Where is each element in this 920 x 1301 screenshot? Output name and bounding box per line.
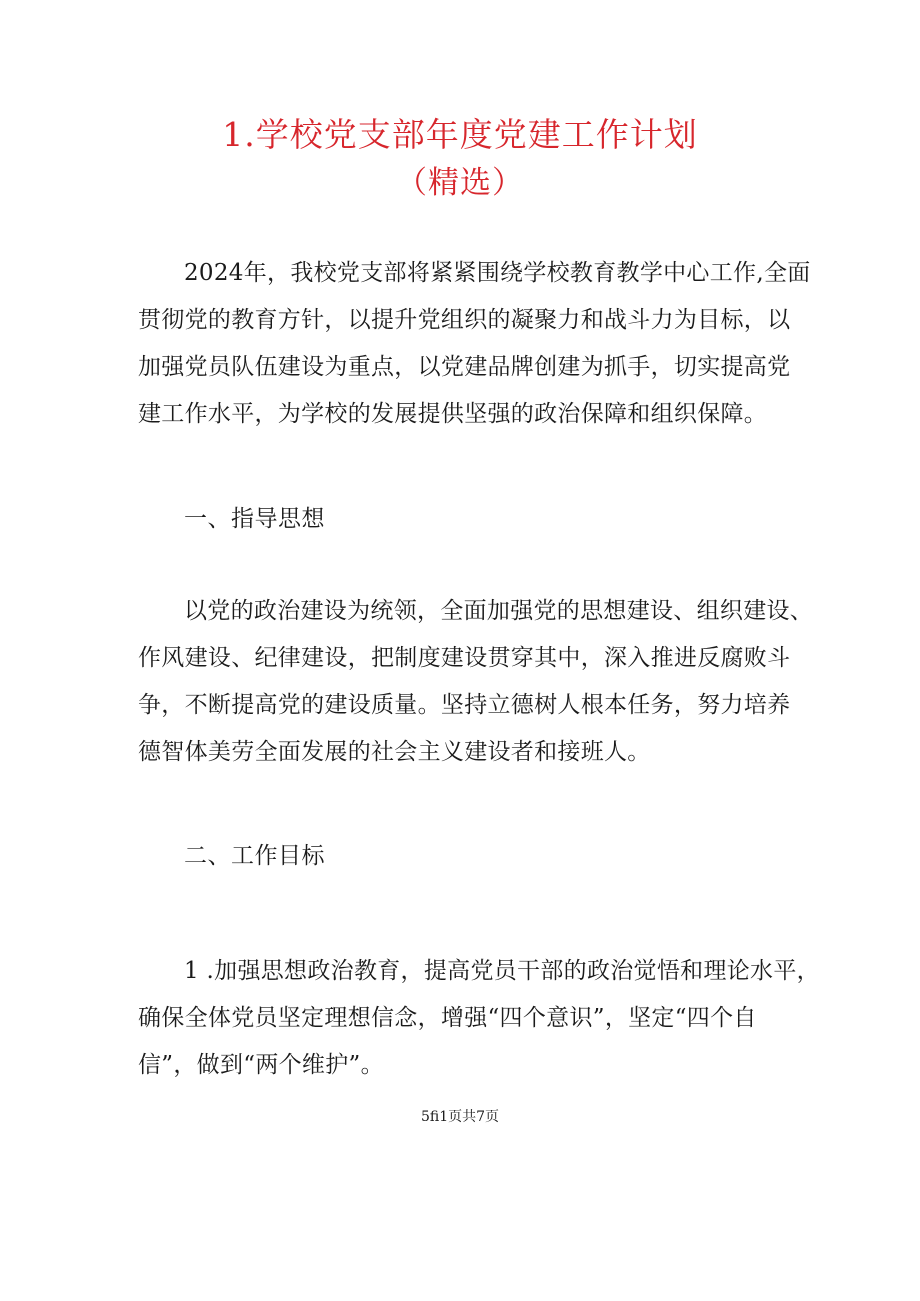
paragraph-line: 作风建设、纪律建设，把制度建设贯穿其中，深入推进反腐败斗 [138,645,791,671]
page-footer: 5fi1页共7页 [420,1109,500,1125]
intro-line: 加强党员队伍建设为重点，以党建品牌创建为抓手，切实提高党 [138,354,791,380]
intro-line: 2024年，我校党支部将紧紧围绕学校教育教学中心工作,全面 [184,260,811,286]
section-heading-work-goals: 二、工作目标 [184,843,325,869]
paragraph-line: 确保全体党员坚定理想信念，增强“四个意识”，坚定“四个自 [138,1005,757,1031]
intro-line: 贯彻党的教育方针，以提升党组织的凝聚力和战斗力为目标，以 [138,307,791,333]
goal-item-1-paragraph [138,948,820,1089]
paragraph-line: 德智体美劳全面发展的社会主义建设者和接班人。 [138,739,651,765]
paragraph-line: 争，不断提高党的建设质量。坚持立德树人根本任务，努力培养 [138,692,791,718]
guiding-thought-paragraph [138,588,814,776]
section-heading-guiding-thought: 一、指导思想 [184,506,325,532]
document-title: 1.学校党支部年度党建工作计划 [222,115,698,154]
intro-paragraph [138,250,811,438]
document-subtitle: （精选） [396,165,524,201]
paragraph-line: 以党的政治建设为统领，全面加强党的思想建设、组织建设、 [184,598,814,624]
paragraph-line: 1 .加强思想政治教育，提高党员干部的政治觉悟和理论水平， [184,958,820,984]
paragraph-line: 信”，做到“两个维护”。 [138,1052,384,1078]
intro-line: 建工作水平，为学校的发展提供坚强的政治保障和组织保障。 [138,401,768,427]
